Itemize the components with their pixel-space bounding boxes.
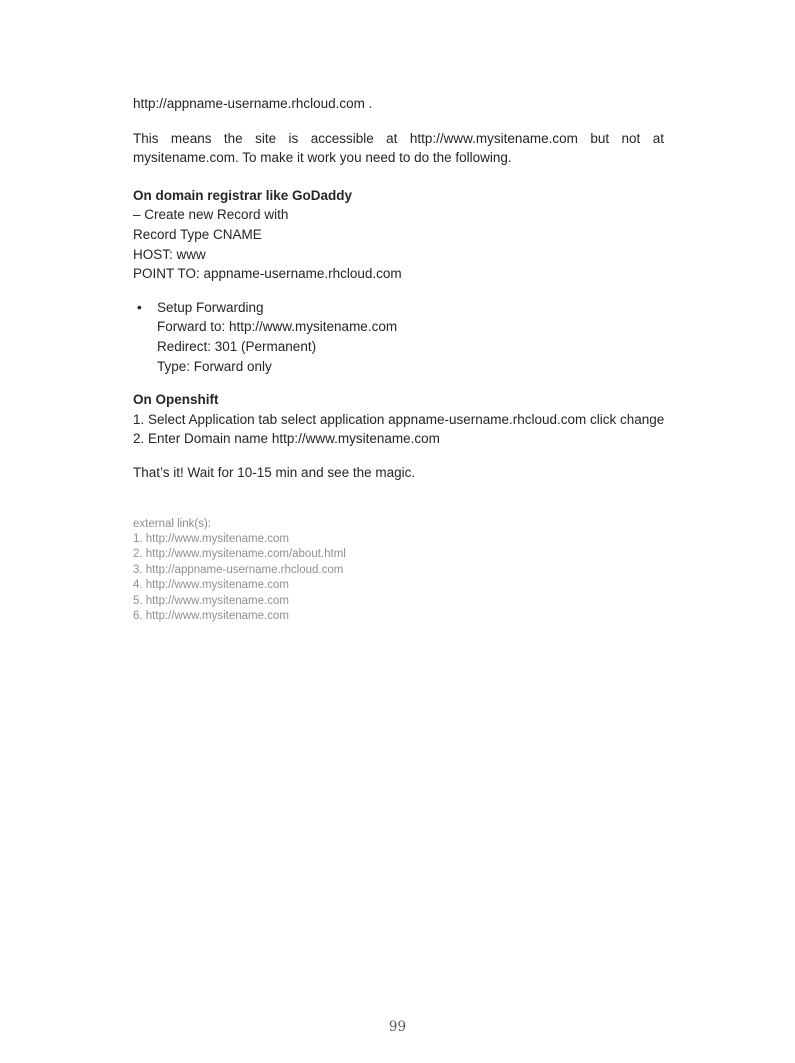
line-forward-to: Forward to: http://www.mysitename.com [157,319,398,335]
line-create-record: – Create new Record with [133,207,289,223]
heading-openshift: On Openshift [133,392,219,408]
external-link-4: 4. http://www.mysitename.com [133,579,289,592]
external-links-label: external link(s): [133,517,211,530]
page-content [133,94,664,624]
line-record-type: Record Type CNAME [133,226,262,242]
external-link-3: 3. http://appname-username.rhcloud.com [133,563,344,576]
external-link-2: 2. http://www.mysitename.com/about.html [133,548,346,561]
bullet-body [157,298,664,376]
external-link-6: 6. http://www.mysitename.com [133,609,289,622]
bullet-setup-forwarding [133,298,664,376]
closing-line: That’s it! Wait for 10-15 min and see the magic. [133,464,416,480]
external-link-5: 5. http://www.mysitename.com [133,594,289,607]
heading-godaddy: On domain registrar like GoDaddy [133,187,353,203]
external-links-section [133,517,664,625]
bullet-icon: • [137,299,142,315]
line-setup-forwarding: Setup Forwarding [157,299,264,315]
line-redirect: Redirect: 301 (Permanent) [157,338,317,354]
external-link-1: 1. http://www.mysitename.com [133,532,289,545]
paragraph-site-accessible: This means the site is accessible at http://www.mysitename.com but not at mysitename.com. To make it work you need to do the following. [133,130,664,166]
openshift-step-2: 2. Enter Domain name http://www.mysitename.com [133,431,440,447]
intro-line: http://appname-username.rhcloud.com . [133,96,373,111]
line-point-to: POINT TO: appname-username.rhcloud.com [133,266,402,282]
openshift-step-1: 1. Select Application tab select application appname-username.rhcloud.com click change [133,411,665,427]
line-type-forward-only: Type: Forward only [157,358,272,374]
line-host: HOST: www [133,246,206,262]
page-number: 99 [388,1019,407,1035]
